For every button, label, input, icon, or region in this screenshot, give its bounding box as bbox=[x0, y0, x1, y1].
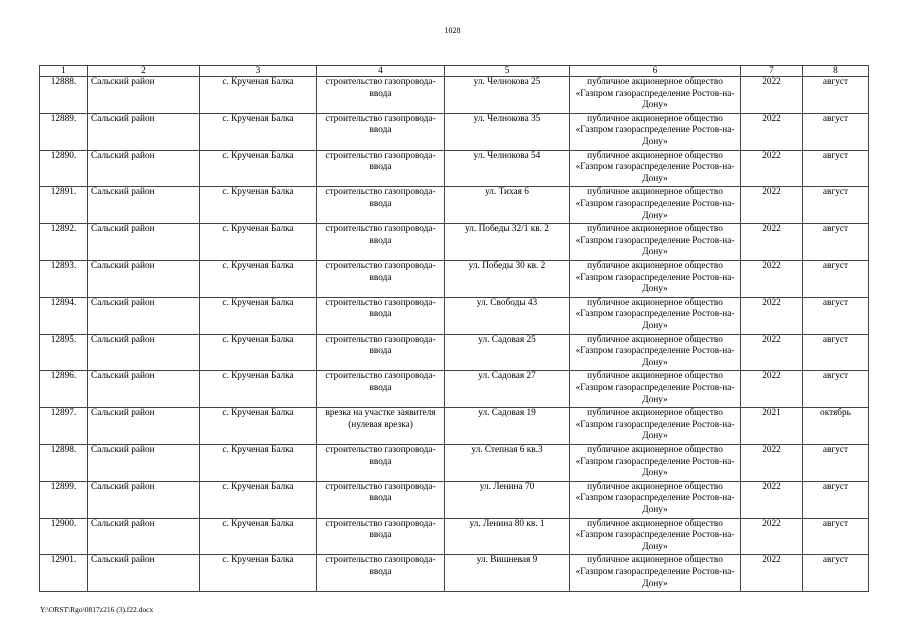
table-row bbox=[40, 297, 869, 334]
cell-organization: публичное акционерное общество «Газпром газораспределение Ростов-на-Дону» bbox=[570, 444, 741, 481]
cell-number: 12894. bbox=[40, 297, 88, 334]
cell-month: август bbox=[803, 334, 869, 371]
table-row bbox=[40, 150, 869, 187]
cell-district: Сальский район bbox=[88, 260, 200, 297]
cell-number: 12891. bbox=[40, 187, 88, 224]
column-header: 3 bbox=[200, 66, 317, 77]
cell-number: 12889. bbox=[40, 113, 88, 150]
cell-organization: публичное акционерное общество «Газпром газораспределение Ростов-на-Дону» bbox=[570, 187, 741, 224]
cell-district: Сальский район bbox=[88, 444, 200, 481]
cell-number: 12901. bbox=[40, 555, 88, 592]
table-row bbox=[40, 408, 869, 445]
cell-address: ул. Челнокова 35 bbox=[445, 113, 570, 150]
cell-year: 2022 bbox=[741, 481, 803, 518]
cell-settlement: с. Крученая Балка bbox=[200, 518, 317, 555]
cell-district: Сальский район bbox=[88, 113, 200, 150]
column-header: 2 bbox=[88, 66, 200, 77]
page-number: 1028 bbox=[444, 26, 461, 35]
cell-month: август bbox=[803, 150, 869, 187]
cell-month: август bbox=[803, 297, 869, 334]
cell-month: август bbox=[803, 113, 869, 150]
cell-work-type: строительство газопровода-ввода bbox=[317, 518, 445, 555]
table-row bbox=[40, 371, 869, 408]
cell-number: 12896. bbox=[40, 371, 88, 408]
cell-address: ул. Свободы 43 bbox=[445, 297, 570, 334]
table-body bbox=[40, 77, 869, 592]
cell-number: 12888. bbox=[40, 77, 88, 114]
cell-work-type: строительство газопровода-ввода bbox=[317, 297, 445, 334]
cell-district: Сальский район bbox=[88, 150, 200, 187]
column-header: 6 bbox=[570, 66, 741, 77]
cell-month: август bbox=[803, 481, 869, 518]
cell-district: Сальский район bbox=[88, 555, 200, 592]
cell-year: 2022 bbox=[741, 297, 803, 334]
cell-address: ул. Садовая 19 bbox=[445, 408, 570, 445]
table-row bbox=[40, 555, 869, 592]
cell-organization: публичное акционерное общество «Газпром газораспределение Ростов-на-Дону» bbox=[570, 77, 741, 114]
cell-district: Сальский район bbox=[88, 334, 200, 371]
cell-district: Сальский район bbox=[88, 77, 200, 114]
cell-address: ул. Тихая 6 bbox=[445, 187, 570, 224]
cell-work-type: строительство газопровода-ввода bbox=[317, 481, 445, 518]
cell-year: 2022 bbox=[741, 555, 803, 592]
table-row bbox=[40, 334, 869, 371]
cell-number: 12893. bbox=[40, 260, 88, 297]
cell-organization: публичное акционерное общество «Газпром газораспределение Ростов-на-Дону» bbox=[570, 224, 741, 261]
table-row bbox=[40, 187, 869, 224]
table-row bbox=[40, 113, 869, 150]
cell-address: ул. Победы 32/1 кв. 2 bbox=[445, 224, 570, 261]
cell-organization: публичное акционерное общество «Газпром газораспределение Ростов-на-Дону» bbox=[570, 297, 741, 334]
cell-year: 2022 bbox=[741, 334, 803, 371]
cell-month: август bbox=[803, 187, 869, 224]
column-header: 8 bbox=[803, 66, 869, 77]
cell-work-type: строительство газопровода-ввода bbox=[317, 444, 445, 481]
table-header-row bbox=[40, 66, 869, 77]
cell-work-type: строительство газопровода-ввода bbox=[317, 187, 445, 224]
cell-organization: публичное акционерное общество «Газпром газораспределение Ростов-на-Дону» bbox=[570, 334, 741, 371]
cell-year: 2022 bbox=[741, 518, 803, 555]
footer-file-path: Y:\ORST\Rgo\0817z216 (3).f22.docx bbox=[40, 605, 154, 614]
cell-settlement: с. Крученая Балка bbox=[200, 297, 317, 334]
cell-organization: публичное акционерное общество «Газпром газораспределение Ростов-на-Дону» bbox=[570, 408, 741, 445]
cell-district: Сальский район bbox=[88, 187, 200, 224]
cell-organization: публичное акционерное общество «Газпром газораспределение Ростов-на-Дону» bbox=[570, 555, 741, 592]
cell-month: август bbox=[803, 518, 869, 555]
column-header: 1 bbox=[40, 66, 88, 77]
cell-organization: публичное акционерное общество «Газпром газораспределение Ростов-на-Дону» bbox=[570, 518, 741, 555]
cell-month: август bbox=[803, 555, 869, 592]
cell-year: 2022 bbox=[741, 224, 803, 261]
cell-work-type: строительство газопровода-ввода bbox=[317, 150, 445, 187]
cell-work-type: строительство газопровода-ввода bbox=[317, 113, 445, 150]
cell-settlement: с. Крученая Балка bbox=[200, 555, 317, 592]
cell-address: ул. Челнокова 25 bbox=[445, 77, 570, 114]
cell-number: 12890. bbox=[40, 150, 88, 187]
cell-month: август bbox=[803, 224, 869, 261]
cell-work-type: строительство газопровода-ввода bbox=[317, 224, 445, 261]
cell-district: Сальский район bbox=[88, 518, 200, 555]
cell-number: 12897. bbox=[40, 408, 88, 445]
cell-address: ул. Победы 30 кв. 2 bbox=[445, 260, 570, 297]
cell-organization: публичное акционерное общество «Газпром газораспределение Ростов-на-Дону» bbox=[570, 260, 741, 297]
cell-address: ул. Ленина 70 bbox=[445, 481, 570, 518]
table-row bbox=[40, 444, 869, 481]
cell-year: 2022 bbox=[741, 444, 803, 481]
cell-year: 2021 bbox=[741, 408, 803, 445]
cell-address: ул. Садовая 25 bbox=[445, 334, 570, 371]
cell-settlement: с. Крученая Балка bbox=[200, 371, 317, 408]
cell-month: август bbox=[803, 371, 869, 408]
cell-organization: публичное акционерное общество «Газпром газораспределение Ростов-на-Дону» bbox=[570, 371, 741, 408]
cell-year: 2022 bbox=[741, 187, 803, 224]
cell-district: Сальский район bbox=[88, 297, 200, 334]
table-row bbox=[40, 481, 869, 518]
column-header: 7 bbox=[741, 66, 803, 77]
cell-number: 12895. bbox=[40, 334, 88, 371]
cell-district: Сальский район bbox=[88, 224, 200, 261]
cell-number: 12892. bbox=[40, 224, 88, 261]
cell-address: ул. Вишневая 9 bbox=[445, 555, 570, 592]
table-row bbox=[40, 224, 869, 261]
register-table bbox=[39, 65, 869, 592]
cell-address: ул. Степная 6 кв.3 bbox=[445, 444, 570, 481]
column-header: 4 bbox=[317, 66, 445, 77]
cell-district: Сальский район bbox=[88, 481, 200, 518]
cell-work-type: строительство газопровода-ввода bbox=[317, 555, 445, 592]
cell-year: 2022 bbox=[741, 150, 803, 187]
cell-settlement: с. Крученая Балка bbox=[200, 150, 317, 187]
cell-month: август bbox=[803, 444, 869, 481]
cell-address: ул. Ленина 80 кв. 1 bbox=[445, 518, 570, 555]
cell-settlement: с. Крученая Балка bbox=[200, 481, 317, 518]
cell-year: 2022 bbox=[741, 77, 803, 114]
cell-number: 12898. bbox=[40, 444, 88, 481]
cell-district: Сальский район bbox=[88, 408, 200, 445]
cell-settlement: с. Крученая Балка bbox=[200, 187, 317, 224]
table-row bbox=[40, 77, 869, 114]
cell-work-type: строительство газопровода-ввода bbox=[317, 371, 445, 408]
cell-number: 12899. bbox=[40, 481, 88, 518]
cell-year: 2022 bbox=[741, 260, 803, 297]
cell-organization: публичное акционерное общество «Газпром газораспределение Ростов-на-Дону» bbox=[570, 481, 741, 518]
cell-month: август bbox=[803, 260, 869, 297]
cell-settlement: с. Крученая Балка bbox=[200, 113, 317, 150]
cell-year: 2022 bbox=[741, 371, 803, 408]
cell-work-type: врезка на участке заявителя (нулевая врезка) bbox=[317, 408, 445, 445]
cell-month: август bbox=[803, 77, 869, 114]
cell-work-type: строительство газопровода-ввода bbox=[317, 260, 445, 297]
cell-organization: публичное акционерное общество «Газпром газораспределение Ростов-на-Дону» bbox=[570, 113, 741, 150]
cell-month: октябрь bbox=[803, 408, 869, 445]
cell-organization: публичное акционерное общество «Газпром газораспределение Ростов-на-Дону» bbox=[570, 150, 741, 187]
cell-address: ул. Садовая 27 bbox=[445, 371, 570, 408]
cell-settlement: с. Крученая Балка bbox=[200, 77, 317, 114]
cell-address: ул. Челнокова 54 bbox=[445, 150, 570, 187]
cell-settlement: с. Крученая Балка bbox=[200, 224, 317, 261]
cell-settlement: с. Крученая Балка bbox=[200, 408, 317, 445]
cell-district: Сальский район bbox=[88, 371, 200, 408]
cell-work-type: строительство газопровода-ввода bbox=[317, 334, 445, 371]
cell-settlement: с. Крученая Балка bbox=[200, 260, 317, 297]
column-header: 5 bbox=[445, 66, 570, 77]
cell-year: 2022 bbox=[741, 113, 803, 150]
cell-number: 12900. bbox=[40, 518, 88, 555]
table-row bbox=[40, 260, 869, 297]
table-row bbox=[40, 518, 869, 555]
cell-work-type: строительство газопровода-ввода bbox=[317, 77, 445, 114]
cell-settlement: с. Крученая Балка bbox=[200, 334, 317, 371]
cell-settlement: с. Крученая Балка bbox=[200, 444, 317, 481]
